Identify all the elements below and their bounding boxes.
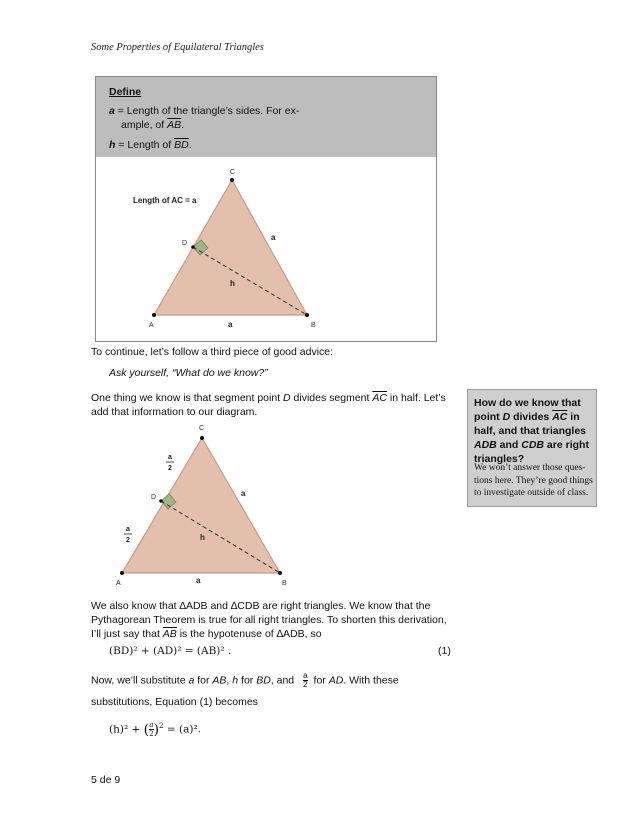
triangle-shape — [122, 438, 280, 573]
label-c: C — [230, 169, 236, 176]
label-side-right: a — [241, 489, 246, 498]
label-a: A — [116, 580, 121, 587]
figure2-triangle-diagram — [110, 418, 300, 590]
point-d — [191, 245, 195, 249]
sidebar-question: How do we know that point D divides $\overline{AC}$ in half, and that triangles ADB and CDB are right triangles? — [474, 397, 589, 465]
label-a: A — [149, 322, 154, 329]
define-a-line-cont: ample, of $\overline{AB}$. — [121, 119, 185, 131]
point-b — [305, 313, 309, 317]
label-d: D — [182, 240, 188, 247]
point-b — [278, 571, 282, 575]
fraction-a-over-2: $\frac{a}{2}$ — [303, 671, 308, 689]
label-b: B — [282, 580, 287, 587]
label-side-bottom: a — [228, 320, 233, 329]
page-number: 5 de 9 — [91, 774, 121, 786]
sidebar-question-box — [467, 389, 597, 507]
running-header: Some Properties of Equilateral Triangles — [91, 42, 264, 53]
point-a — [120, 571, 124, 575]
paragraph-segment: One thing we know is that segment point D divides segment $\overline{AC}$ in half. Let’s add that information to our diagram. — [91, 392, 446, 418]
paragraph-right-triangles: We also know that ∆ADB and ∆CDB are right triangles. We know that the Pythagorean Theorem is true for all right triangles. To shorten this derivation, I’ll just say that $\overline{AB}$ is the hypotenuse of ∆ADB, so — [91, 600, 447, 640]
define-a-line: a = Length of the triangle’s sides. For ex- — [109, 105, 300, 117]
label-b: B — [311, 322, 316, 329]
half-den-lower: 2 — [126, 537, 130, 544]
define-title: Define — [109, 86, 142, 98]
label-altitude: h — [200, 533, 205, 542]
sidebar-answer: We won’t answer those ques- tions here. They’re good things to investigate outside of class. — [474, 463, 593, 498]
define-h-line: h = Length of $\overline{BD}$. — [109, 139, 192, 151]
figure1-triangle-diagram — [118, 160, 318, 336]
paragraph-ask-yourself: Ask yourself, “What do we know?” — [109, 367, 268, 379]
paragraph-substitute-line2: substitutions, Equation (1) becomes — [91, 696, 258, 708]
paragraph-substitute: Now, we’ll substitute a for AB, h for BD, and $\frac{a}{2}$ for AD. With these — [91, 671, 399, 689]
label-c: C — [199, 425, 205, 432]
half-num-lower: a — [126, 526, 130, 533]
equation-2: (h)² + ( $\frac{a}{2}$ )$^2$ = (a)². — [109, 721, 201, 738]
figure1-caption: Length of AC = a — [133, 196, 197, 205]
point-c — [200, 436, 204, 440]
define-box — [95, 76, 437, 158]
label-altitude: h — [230, 279, 235, 288]
point-d — [159, 499, 163, 503]
half-num-upper: a — [168, 454, 172, 461]
paragraph-continue: To continue, let’s follow a third piece of good advice: — [91, 346, 334, 358]
half-den-upper: 2 — [168, 465, 172, 472]
equation-1-number: (1) — [438, 645, 451, 657]
equation-1: (BD)² + (AD)² = (AB)² . — [109, 645, 232, 657]
label-d: D — [151, 494, 157, 501]
label-side-right: a — [271, 233, 276, 242]
point-a — [152, 313, 156, 317]
point-c — [230, 178, 234, 182]
label-side-bottom: a — [196, 576, 201, 585]
